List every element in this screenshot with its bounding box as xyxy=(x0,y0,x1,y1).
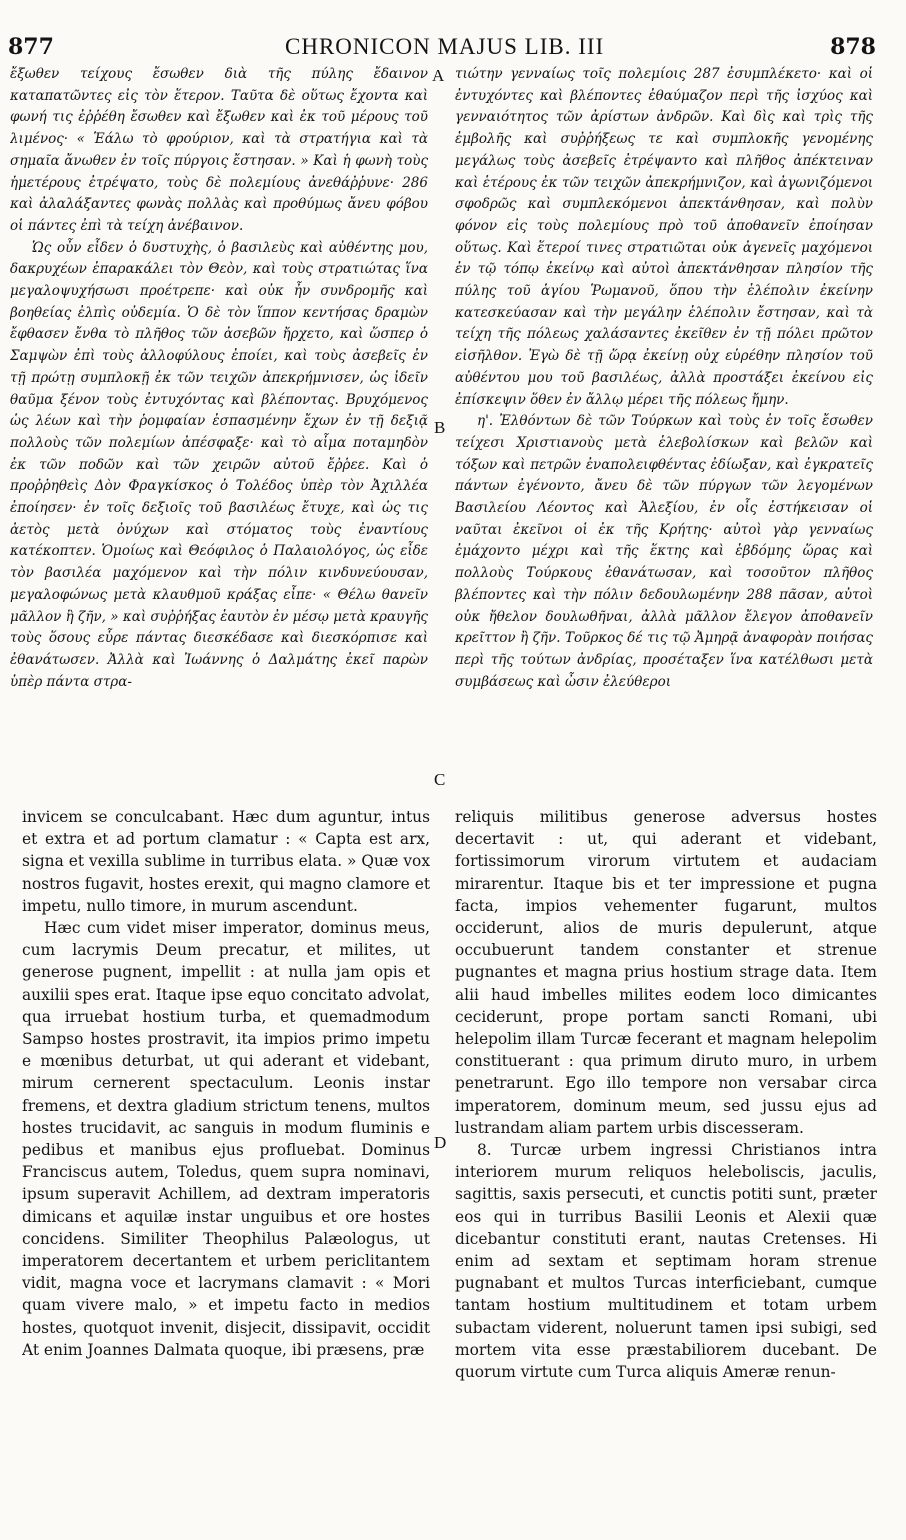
margin-letter-a: A xyxy=(432,66,445,85)
greek-column-right xyxy=(455,64,873,774)
greek-left-paragraph-2: Ὡς οὖν εἶδεν ὁ δυστυχὴς, ὁ βασιλεὺς καὶ αὐθέντης μου, δακρυχέων ἐπαρακάλει τὸν Θεὸν, καὶ τοὺς στρατιώτας ἵνα μεγαλοψυχήσωσι προέτρεπε· καὶ οὐκ ἦν συνδρομῆς καὶ βοηθείας ἐλπὶς οὐδεμία. Ὁ δὲ τὸν ἵππον κεντήσας δραμὼν ἔφθασεν ἔνθα τὸ πλῆθος τῶν ἀσεβῶν ἤρχετο, καὶ ὥσπερ ὁ Σαμψὼν ἐπὶ τοὺς ἀλλοφύλους ἐποίει, καὶ τοὺς ἀσεβεῖς ἐν τῇ πρώτῃ συμπλοκῇ ἐκ τῶν τειχῶν ἀπεκρήμνισεν, ὡς ἰδεῖν θαῦμα ξένον τοὺς ἐντυχόντας καὶ βλέποντας. Βρυχόμενος ὡς λέων καὶ τὴν ῥομφαίαν ἐσπασμένην ἔχων ἐν τῇ δεξιᾷ πολλοὺς τῶν πολεμίων ἀπέσφαξε· καὶ τὸ αἷμα ποταμηδὸν ἐκ τῶν ποδῶν καὶ τῶν χειρῶν αὐτοῦ ἔῤῥεε. Καὶ ὁ προῤῥηθεὶς Δὸν Φραγκίσκος ὁ Τολέδος ὑπὲρ τὸν Ἀχιλλέα ἐποίησεν· ἐν τοῖς δεξιοῖς τοῦ βασιλέως ἔτυχε, καὶ ὡς τις ἀετὸς μετὰ ὀνύχων καὶ στόματος τοὺς ἐναντίους κατέκοπτεν. Ὁμοίως καὶ Θεόφιλος ὁ Παλαιολόγος, ὡς εἶδε τὸν βασιλέα μαχόμενον καὶ τὴν πόλιν κινδυνεύουσαν, μεγαλοφώνως μετὰ κλαυθμοῦ κράξας εἶπε· « Θέλω θανεῖν μᾶλλον ἢ ζῆν, » καὶ συῤῥήξας ἑαυτὸν ἐν μέσῳ μετὰ κραυγῆς τοὺς ὅσους εὗρε πάντας διεσκέδασε καὶ διεσκόρπισε καὶ ἐθανάτωσεν. Ἀλλὰ καὶ Ἰωάννης ὁ Δαλμάτης ἐκεῖ παρὼν ὑπὲρ πάντα στρα- xyxy=(10,239,428,690)
latin-left-paragraph-1: invicem se conculcabant. Hæc dum aguntur, intus et extra et ad portum clamatur : « Capta est arx, signa et vexilla sublime in turribus elata. » Quæ vox nostros fugavit, hostes erexit, qui magno clamore et impetu, nullo timore, in murum ascendunt. xyxy=(22,808,430,915)
latin-column-left xyxy=(22,806,430,1536)
greek-right-paragraph-2: η'. Ἐλθόντων δὲ τῶν Τούρκων καὶ τοὺς ἐν τοῖς ἔσωθεν τείχεσι Χριστιανοὺς μετὰ ἑλεβολίσκων καὶ βελῶν καὶ τόξων καὶ πετρῶν ἐναπολειφθέντας ἐδίωξαν, καὶ ἐγκρατεῖς πάντων ἐγένοντο, ἄνευ δὲ τῶν πύργων τῶν λεγομένων Βασιλείου Λέοντος καὶ Ἀλεξίου, ἐν οἷς ἐστήκεισαν οἱ ναῦται ἐκεῖνοι οἱ ἐκ τῆς Κρήτης· αὐτοὶ γὰρ γενναίως ἐμάχοντο μέχρι καὶ τῆς ἕκτης καὶ ἑβδόμης ὥρας καὶ πολλοὺς Τούρκους ἐθανάτωσαν, καὶ τοσοῦτον πλῆθος βλέποντες καὶ τὴν πόλιν δεδουλωμένην 288 πᾶσαν, αὐτοὶ οὐκ ἤθελον δουλωθῆναι, ἀλλὰ μᾶλλον ἔλεγον ἀποθανεῖν κρεῖττον ἢ ζῆν. Τοῦρκος δέ τις τῷ Ἀμηρᾷ ἀναφορὰν ποιήσας περὶ τῆς τούτων ἀνδρίας, προσέταξεν ἵνα κατέλθωσι μετὰ συμβάσεως καὶ ὦσιν ἐλεύθεροι xyxy=(455,413,873,690)
running-title: CHRONICON MAJUS LIB. III xyxy=(285,34,605,59)
margin-letter-c: C xyxy=(434,770,446,789)
greek-column-left xyxy=(10,64,428,774)
page-number-left: 877 xyxy=(8,34,54,60)
margin-letter-b: B xyxy=(434,418,446,437)
greek-right-paragraph-1: τιώτην γενναίως τοῖς πολεμίοις 287 ἐσυμπλέκετο· καὶ οἱ ἐντυχόντες καὶ βλέποντες ἐθαύμαζον περὶ τῆς ἰσχύος καὶ γενναιότητος τῶν ἀρίστων ἀνδρῶν. Καὶ δὶς καὶ τρὶς τῆς ἐμβολῆς καὶ συῤῥήξεως τε καὶ συμπλοκῆς γενομένης μεγάλως τοὺς ἀσεβεῖς ἐτρέψαντο καὶ πλῆθος ἀπέκτειναν καὶ ἑτέρους ἐκ τῶν τειχῶν ἀπεκρήμνιζον, καὶ ἀγωνιζόμενοι σφοδρῶς καὶ συμπλεκόμενοι ἀπεκτάνθησαν, καὶ πολὺν φόνον εἰς τοὺς πολεμίους πρὸ τοῦ ἀποθανεῖν ἐποίησαν οὕτως. Καὶ ἕτεροί τινες στρατιῶται οὐκ ἀγενεῖς μαχόμενοι ἐν τῷ τόπῳ ἐκείνῳ καὶ αὐτοὶ ἀπεκτάνθησαν πλησίον τῆς πύλης τοῦ ἁγίου Ῥωμανοῦ, ὅπου τὴν ἑλέπολιν ἐκείνην κατεσκεύασαν καὶ τὴν μεγάλην ἑλέπολιν ἔστησαν, καὶ τὰ τείχη τῆς πόλεως χαλάσαντες ἐκεῖθεν ἐν τῇ πόλει πρῶτον εἰσῆλθον. Ἐγὼ δὲ τῇ ὥρᾳ ἐκείνῃ οὐχ εὑρέθην πλησίον τοῦ αὐθέντου μου τοῦ βασιλέως, ἀλλὰ προστάξει ἐκείνου εἰς ἐπίσκεψιν ὅθεν ἐν ἄλλῳ μέρει τῆς πόλεως ἤμην. xyxy=(455,66,873,408)
latin-left-paragraph-2: Hæc cum videt miser imperator, dominus meus, cum lacrymis Deum precatur, et milites, ut generose pugnent, impellit : at nulla jam opis et auxilii spes erat. Itaque ipse equo concitato advolat, qua irruebat hostium turba, et quemadmodum Sampso hostes prostravit, ita impios primo impetu e mœnibus deturbat, ut qui aderant et videbant, mirum cernerent spectaculum. Leonis instar fremens, et dextra gladium strictum tenens, multos hostes trucidavit, ac sanguis in modum fluminis e pedibus et manibus ejus profluebat. Dominus Franciscus autem, Toledus, quem supra nominavi, ipsum superavit Achillem, ad dextram imperatoris dimicans et aquilæ instar unguibus et ore hostes concidens. Similiter Theophilus Palæologus, ut imperatorem decertantem et urbem periclitantem vidit, magna voce et lacrymans clamavit : « Mori quam vivere malo, » et impetu facto in medios hostes, quotquot invenit, disjecit, dissipavit, occidit At enim Joannes Dalmata quoque, ibi præsens, præ xyxy=(22,919,430,1359)
section-divider xyxy=(0,784,906,785)
latin-right-paragraph-1: reliquis militibus generose adversus hostes decertavit : ut, qui aderant et videbant, fortissimorum virorum virtutem et audaciam mirarentur. Itaque bis et ter impressione et pugna facta, impios vehementer fugarunt, multos occiderunt, alios de muris depulerunt, atque occubuerunt tandem constanter et strenue pugnantes et magna prius hostium strage data. Item alii haud imbelles milites eodem loco dimicantes ceciderunt, prope portam sancti Romani, ubi helepolim illam Turcæ fecerant et magnam helepolim constituerant : qua primum diruto muro, in urbem penetrarunt. Ego illo tempore non versabar circa imperatorem, dominum meum, sed jussu ejus ad lustrandam aliam partem urbis discesseram. xyxy=(455,808,877,1137)
latin-column-right xyxy=(455,806,877,1536)
page-header xyxy=(0,0,906,62)
latin-right-paragraph-2: 8. Turcæ urbem ingressi Christianos intra interiorem murum reliquos heleboliscis, jaculis, sagittis, saxis persecuti, et cunctis potiti sunt, præter eos qui in turribus Basilii Leonis et Alexii quæ dicebantur constituti erant, nautas Cretenses. Hi enim ad sextam et septimam horam strenue pugnabant et multos Turcas interficiebant, cumque tantam hostium multitudinem et totam urbem subactam viderent, noluerunt tamen ipsi subigi, sed mortem vita esse præstabiliorem ducebant. De quorum virtute cum Turca aliquis Ameræ renun- xyxy=(455,1141,877,1382)
page-number-right: 878 xyxy=(830,34,876,60)
greek-left-paragraph-1: ἔξωθεν τείχους ἔσωθεν διὰ τῆς πύλης ἔδαινον καταπατῶντες εἰς τὸν ἕτερον. Ταῦτα δὲ οὕτως ἔχοντα καὶ φωνή τις ἐῤῥέθη ἔσωθεν καὶ ἔξωθεν καὶ ἐκ τοῦ μέρους τοῦ λιμένος· « Ἑάλω τὸ φρούριον, καὶ τὰ στρατήγια καὶ τὰ σημαῖα ἄνωθεν ἐν τοῖς πύργοις ἔστησαν. » Καὶ ἡ φωνὴ τοὺς ἡμετέρους ἐτρέψατο, τοὺς δὲ πολεμίους ἀνεθάῤῥυνε· 286 καὶ ἀλαλάξαντες φωνὰς πολλὰς καὶ προθύμως ἄνευ φόβου οἱ πάντες ἐπὶ τὰ τείχη ἀνέβαινον. xyxy=(10,66,428,234)
margin-letter-d: D xyxy=(434,1133,447,1152)
